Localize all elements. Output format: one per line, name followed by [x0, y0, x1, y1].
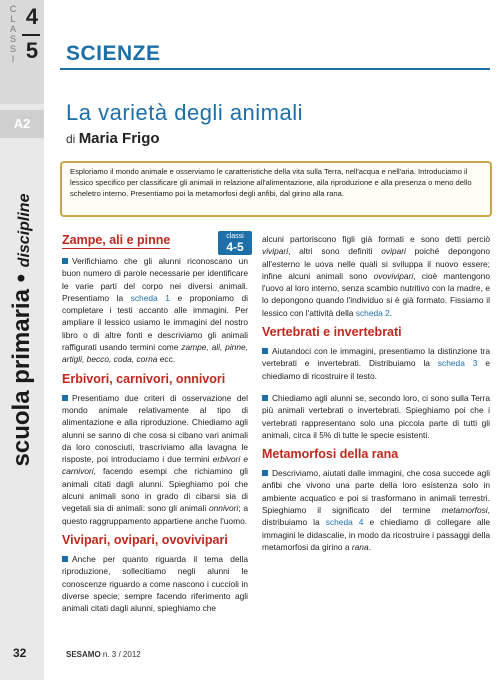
class-number-5: 5 [25, 38, 39, 63]
paragraph-erbivori [62, 392, 248, 527]
page-number: 32 [13, 646, 27, 660]
text: . [389, 307, 393, 318]
class-word-letter: A [9, 24, 16, 34]
paragraph-vivipari-cont [262, 233, 490, 319]
byline-prefix: di [66, 132, 76, 146]
text: Anche per quanto riguarda il tema della riproduzione, sollecitiamo negli alunni le conoscenze riguardo a come nascono i cuccioli in diverse specie; sempre facendo riferimento agli animali citati dagli alunni, spieghiamo che [62, 553, 248, 614]
paragraph-vertebrati [262, 345, 490, 382]
heading-metamorfosi: Metamorfosi della rana [262, 447, 399, 462]
class-word-letter: I [11, 54, 15, 64]
bullet-icon [262, 348, 268, 354]
bullet-icon [62, 258, 68, 264]
terms-italic: zampe, ali, pinne, artigli, becco, coda, corna [62, 342, 248, 365]
class-word-letter: S [9, 34, 16, 44]
paragraph-vertebrati-2 [262, 392, 490, 441]
heading-erbivori: Erbivori, carnivori, onnivori [62, 371, 226, 386]
badge-word: classi [226, 233, 244, 240]
bullet-icon [262, 470, 268, 476]
scheda-2-link: scheda 2 [355, 307, 390, 318]
right-column [262, 233, 490, 559]
text: Chiediamo agli alunni se, secondo loro, ci sono sulla Terra più animali vertebrati o invertebrati. Spieghiamo poi che i vertebrati rappresentano solo una piccola parte di tutti gli animali, circa il 5% di tutte le specie esistenti. [262, 392, 490, 440]
class-number-4: 4 [25, 4, 39, 29]
text: Verifichiamo che gli alunni riconoscano un buon numero di parole necessarie per identificare le varie parti del corpo nei diversi animali. Presentiamo la [62, 256, 248, 303]
text: , distribuiamo la [262, 505, 490, 528]
text: alcuni partoriscono figli già formati e sono detti perciò [262, 234, 490, 244]
text: , altri sono definiti [288, 246, 382, 257]
class-label-box [0, 0, 44, 104]
heading-vivipari: Vivipari, ovipari, ovovivipari [62, 532, 228, 547]
vertical-title-main: scuola primaria [8, 289, 35, 467]
paragraph-vivipari [62, 553, 248, 614]
text: poiché depongono all'esterno le uova nelle quali si sviluppa il nuovo essere; infine alcuni animali sono [262, 246, 490, 281]
section-title: SCIENZE [66, 42, 161, 65]
class-word-letter: L [10, 14, 16, 24]
class-number-separator [22, 34, 40, 36]
text: e chiediamo di ricostruire il testo. [262, 358, 490, 381]
vertical-title-separator: • [8, 267, 35, 283]
text: ; a questo raggruppamento appartiene anche l'uomo. [62, 503, 249, 526]
article-title: La varietà degli animali [66, 100, 304, 125]
bullet-icon [62, 556, 68, 562]
bullet-icon [262, 395, 268, 401]
left-sidebar [0, 0, 44, 680]
class-word-letter: S [9, 44, 16, 54]
text: , cioè mantengono l'uovo al loro interno, senza scambio nutritivo con la madre, e lo depongono quando l'individuo si è già formato. Fissiamo il lessico con l'attività della [262, 270, 490, 318]
vertical-title-wrap [2, 150, 42, 510]
term-italic: vivipari [262, 246, 289, 257]
bullet-icon [62, 395, 68, 401]
scheda-1-link: scheda 1 [130, 292, 170, 303]
author-name: Maria Frigo [78, 130, 160, 147]
term-italic: rana [351, 541, 369, 552]
vertical-title [8, 194, 36, 467]
term-italic: ovovivipari [373, 270, 414, 281]
text: . [368, 541, 371, 552]
terms-italic: erbivori e carnivori [62, 454, 248, 477]
text: , facendo esempi che richiamino gli animali citati dagli alunni. Spieghiamo poi che alcuni animali sono in grado di cibarsi sia di vegetali sia di animali: sono gli animali [62, 466, 248, 514]
badge-number: 4-5 [226, 240, 244, 254]
class-word-letter: C [9, 4, 17, 14]
heading-vertebrati: Vertebrati e invertebrati [262, 325, 402, 340]
footer [66, 650, 141, 659]
scheda-4-link: scheda 4 [325, 517, 364, 528]
term-italic: ovipari [381, 246, 406, 257]
text: e proponiamo di completare i testi accanto alle immagini. Per ampliare il lessico usiamo le immagini del nostro libro o di altre fonti e descriviamo gli animali raffigurati usando termini come [62, 292, 249, 353]
issue-number: n. 3 / 2012 [102, 650, 141, 659]
term-italic: metamorfosi [441, 505, 488, 516]
magazine-name: SESAMO [66, 650, 101, 659]
paragraph-zampe [62, 255, 248, 366]
scheda-3-link: scheda 3 [437, 358, 478, 369]
intro-box: Esploriamo il mondo animale e osserviamo le caratteristiche della vita sulla Terra, nell'acqua e nell'aria. Introduciamo il lessico specifico per classificare gli animali in relazione all'alimentazione, alla riproduzione e alla presenza o meno dello scheletro interno. Presentiamo poi la metamorfosi degli anfibi, dal girino alla rana. [60, 161, 492, 217]
left-column [62, 233, 248, 620]
text: ecc. [157, 354, 176, 365]
text: Descriviamo, aiutati dalle immagini, che cosa succede agli anfibi che vivono una parte della loro esistenza solo in ambiente acquatico e poi si trasformano in animali terrestri. Spieghiamo il significato del termine [262, 468, 490, 516]
text: Aiutandoci con le immagini, presentiamo la distinzione tra vertebrati e invertebrati. Distribuiamo la [262, 346, 490, 369]
term-italic: onnivori [208, 503, 239, 514]
byline [66, 130, 160, 147]
text: e chiediamo di collegare alle immagini le didascalie, in modo da ricostruire i passaggi della metamorfosi da girino a [262, 517, 490, 552]
class-word-vertical [8, 4, 18, 64]
paragraph-metamorfosi [262, 467, 490, 553]
heading-zampe: Zampe, ali e pinne [62, 233, 171, 247]
section-code: A2 [13, 116, 31, 131]
header-rule [60, 68, 490, 70]
vertical-title-sub: discipline [16, 193, 33, 268]
text: Presentiamo due criteri di osservazione del mondo animale relativamente al tipo di alimentazione e alla riproduzione. Chiediamo agli alunni se sanno di che cosa si cibano vari animali da loro conosciuti, trascriviamo alla lavagna le risposte, poi introduciamo i due termini [62, 392, 248, 465]
